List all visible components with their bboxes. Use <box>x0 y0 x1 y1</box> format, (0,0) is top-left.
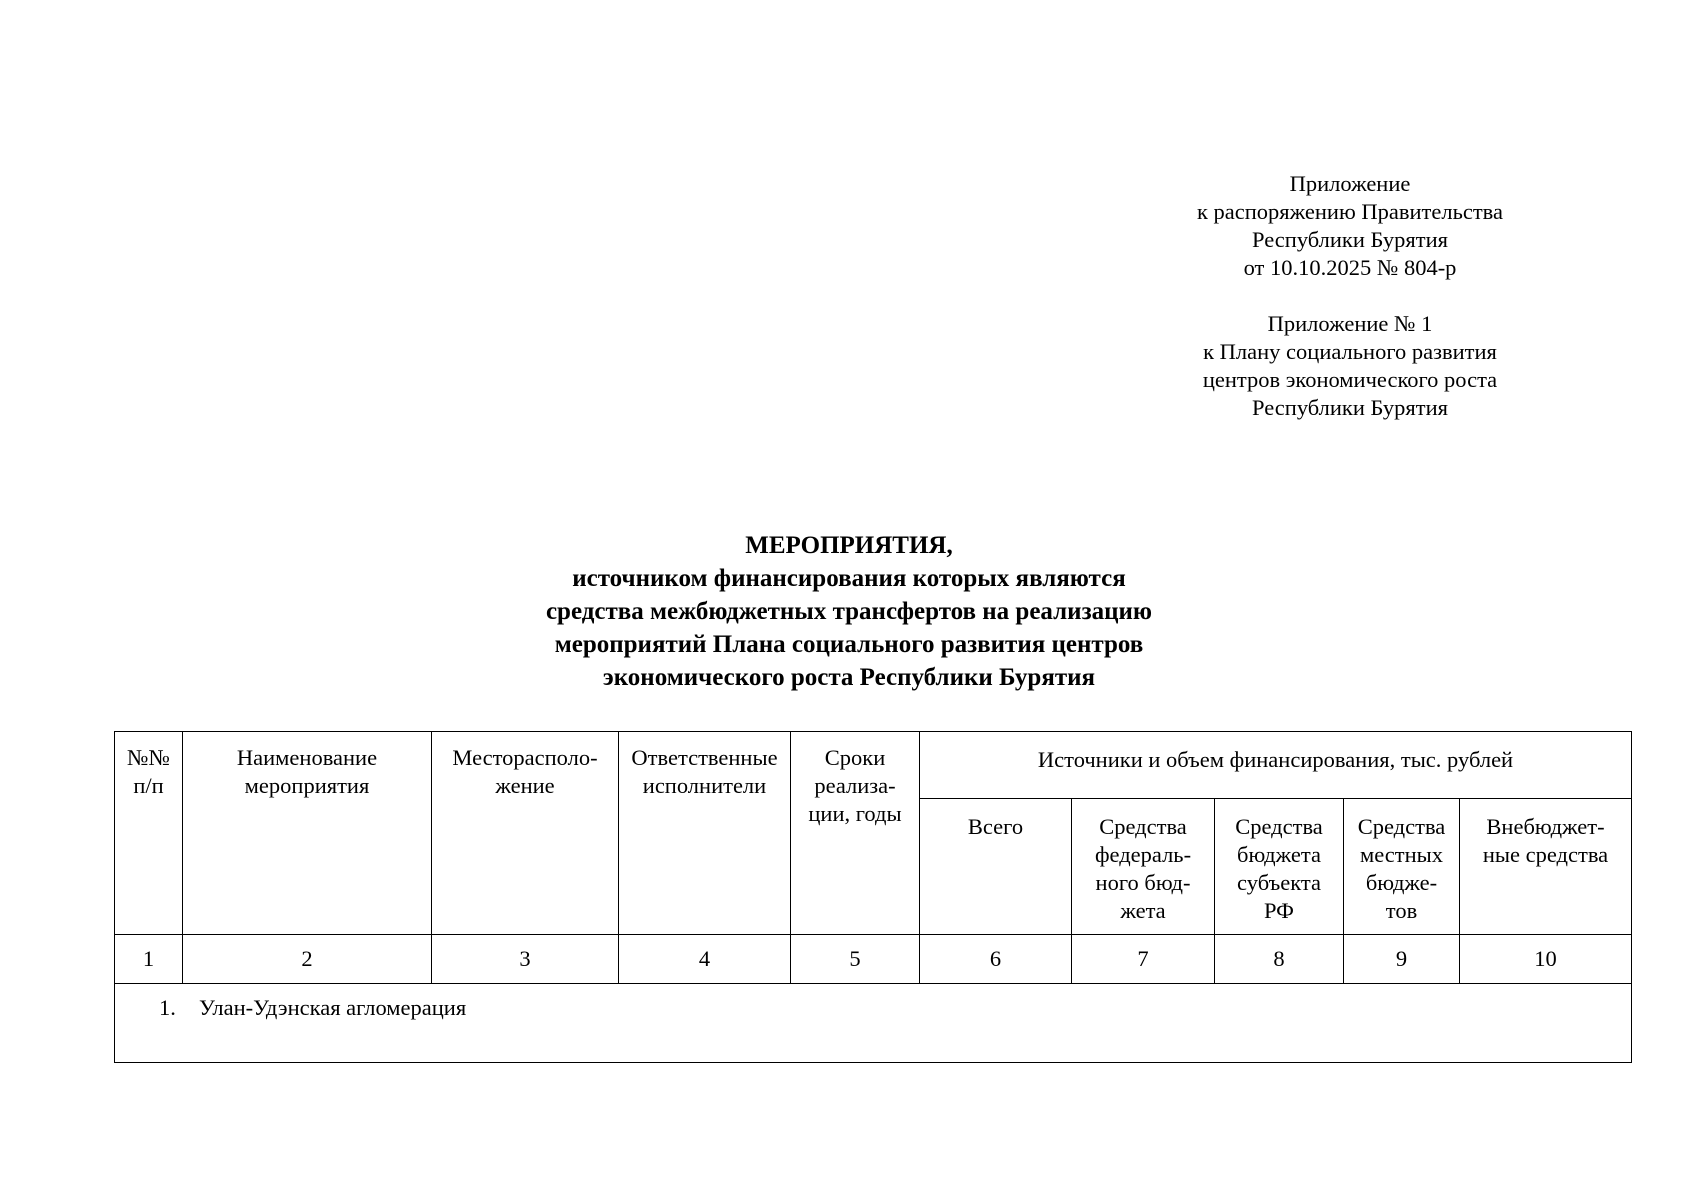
header-line: субъекта <box>1237 870 1321 895</box>
header-name <box>183 732 432 935</box>
column-number: 3 <box>432 935 619 984</box>
column-number: 1 <box>115 935 183 984</box>
header-line: бюджета <box>1237 842 1321 867</box>
appendix-line: Республики Бурятия <box>1252 227 1448 252</box>
header-offbudget <box>1460 799 1632 935</box>
appendix-line: от 10.10.2025 № 804-р <box>1243 255 1457 280</box>
header-line: Месторасполо- <box>452 745 598 770</box>
appendix-line: центров экономического роста <box>1202 367 1498 392</box>
header-line: Всего <box>967 814 1024 839</box>
column-number: 6 <box>920 935 1072 984</box>
column-number: 9 <box>1344 935 1460 984</box>
header-line: реализа- <box>814 773 896 798</box>
header-location <box>432 732 619 935</box>
section-number: 1. <box>159 995 176 1020</box>
header-line: Средства <box>1235 814 1323 839</box>
title-line: МЕРОПРИЯТИЯ, <box>745 532 953 559</box>
header-line: ции, годы <box>808 801 902 826</box>
header-line: Сроки <box>824 745 886 770</box>
header-line: мероприятия <box>244 773 370 798</box>
header-line: РФ <box>1264 898 1294 923</box>
header-line: ного бюд- <box>1095 870 1191 895</box>
header-line: жета <box>1120 898 1166 923</box>
header-line: жение <box>495 773 555 798</box>
header-line: тов <box>1385 898 1418 923</box>
title-line: мероприятий Плана социального развития центров <box>554 631 1144 658</box>
title-line: источником финансирования которых являются <box>572 565 1126 592</box>
header-row-1 <box>115 732 1632 799</box>
header-total <box>920 799 1072 935</box>
appendix-block <box>1150 170 1550 422</box>
header-line: Наименование <box>236 745 378 770</box>
appendix-line: к распоряжению Правительства <box>1196 199 1503 224</box>
header-local <box>1344 799 1460 935</box>
header-line: №№ <box>127 745 170 770</box>
measures-table <box>114 731 1632 1063</box>
section-cell <box>115 984 1632 1063</box>
column-number: 8 <box>1215 935 1344 984</box>
header-line: п/п <box>133 773 164 798</box>
appendix-gap <box>1150 282 1550 310</box>
title-line: экономического роста Республики Бурятия <box>602 664 1096 691</box>
header-line: исполнители <box>642 773 767 798</box>
header-num <box>115 732 183 935</box>
header-sources: Источники и объем финансирования, тыс. рублей <box>920 732 1632 799</box>
header-line: Внебюджет- <box>1486 814 1605 839</box>
appendix-line: Приложение № 1 <box>1267 311 1433 336</box>
header-executors <box>619 732 791 935</box>
column-number: 5 <box>791 935 920 984</box>
column-number: 2 <box>183 935 432 984</box>
header-terms <box>791 732 920 935</box>
header-line: Средства <box>1099 814 1187 839</box>
column-number: 7 <box>1072 935 1215 984</box>
column-number: 10 <box>1460 935 1632 984</box>
section-label: Улан-Удэнская агломерация <box>199 995 467 1020</box>
column-number: 4 <box>619 935 791 984</box>
appendix-line: к Плану социального развития <box>1203 339 1497 364</box>
header-line: местных <box>1359 842 1443 867</box>
title-line: средства межбюджетных трансфертов на реализацию <box>545 598 1153 625</box>
header-line: ные средства <box>1482 842 1609 867</box>
header-federal <box>1072 799 1215 935</box>
header-regional <box>1215 799 1344 935</box>
column-number-row <box>115 935 1632 984</box>
header-line: федераль- <box>1094 842 1192 867</box>
header-line: Ответственные <box>631 745 778 770</box>
header-line: бюдже- <box>1365 870 1438 895</box>
appendix-line: Республики Бурятия <box>1252 395 1448 420</box>
section-row <box>115 984 1632 1063</box>
appendix-line: Приложение <box>1289 171 1411 196</box>
document-title <box>340 529 1358 694</box>
header-line: Средства <box>1357 814 1446 839</box>
